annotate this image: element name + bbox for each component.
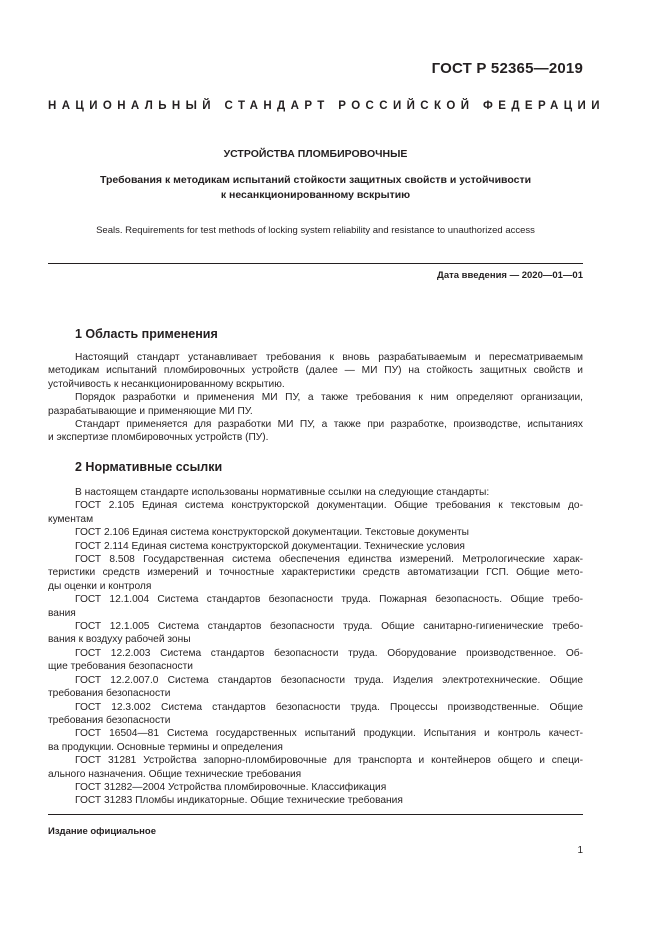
text-line: ального назначения. Общие технические требования [48, 768, 302, 780]
footer-divider [48, 814, 583, 815]
text-line: ГОСТ 2.106 Единая система конструкторской документации. Текстовые документы [75, 527, 469, 539]
text-line: вания к воздуху рабочей зоны [48, 634, 191, 646]
text-line: Стандарт применяется для разработки МИ ПУ, а также при разработке, производстве, испытаниях [75, 419, 583, 431]
text-line: ГОСТ 16504—81 Система государственных испытаний продукции. Испытания и контроль качест- [75, 728, 583, 740]
subtitle-line: к несанкционированному вскрытию [220, 189, 411, 201]
text-line: щие требования безопасности [48, 661, 193, 673]
text-line: устойчивость к несанкционированному вскрытию. [48, 378, 285, 390]
text-line: вания [48, 607, 76, 619]
text-line: методикам испытаний пломбировочных устройств (далее — МИ ПУ) на стойкость защитных свойств и [48, 365, 583, 377]
text-line: и экспертизе пломбировочных устройств (ПУ). [48, 432, 269, 444]
text-line: ГОСТ 12.2.003 Система стандартов безопасности труда. Оборудование производственное. Об- [75, 647, 583, 659]
text-line: В настоящем стандарте использованы нормативные ссылки на следующие стандарты: [75, 487, 490, 498]
text-line: ГОСТ 8.508 Государственная система обеспечения единства измерений. Метрологические харак- [75, 554, 583, 566]
text-line: ГОСТ 31281 Устройства запорно-пломбировочные для транспорта и контейнеров общего и специ- [75, 755, 583, 767]
text-line: Настоящий стандарт устанавливает требования к вновь разрабатываемым и пересматриваемым [75, 352, 583, 363]
text-line: ды оценки и контроля [48, 580, 152, 592]
text-line: ГОСТ 2.105 Единая система конструкторской документации. Общие требования к текстовым до- [75, 500, 583, 512]
section-heading-references: 2 Нормативные ссылки [75, 460, 223, 474]
page-number: 1 [577, 845, 583, 856]
text-line: требования безопасности [48, 688, 171, 700]
text-line: ГОСТ 31282—2004 Устройства пломбировочные. Классификация [75, 781, 387, 793]
gost-code: ГОСТ Р 52365—2019 [431, 60, 583, 77]
text-line: ГОСТ 12.1.005 Система стандартов безопасности труда. Общие санитарно-гигиенические требо- [75, 621, 583, 633]
section-body-scope [48, 351, 583, 445]
text-line: ГОСТ 12.2.007.0 Система стандартов безопасности труда. Изделия электротехнические. Общие [75, 674, 583, 686]
text-line: требования безопасности [48, 714, 171, 726]
text-line: ГОСТ 12.3.002 Система стандартов безопасности труда. Процессы производственные. Общие [75, 701, 583, 713]
text-line: теристики средств измерений и точностные характеристики средств автоматизации ГСП. Общие мето- [48, 567, 583, 579]
document-title: УСТРОЙСТВА ПЛОМБИРОВОЧНЫЕ [223, 148, 408, 160]
intro-date: Дата введения — 2020—01—01 [437, 270, 583, 281]
document-subtitle [48, 173, 583, 203]
text-line: кументам [48, 513, 94, 525]
text-line: разрабатывающие и применяющие МИ ПУ. [48, 405, 253, 417]
text-line: ва продукции. Основные термины и определения [48, 741, 283, 753]
subtitle-line: Требования к методикам испытаний стойкости защитных свойств и устойчивости [99, 174, 532, 186]
national-standard-banner: НАЦИОНАЛЬНЫЙ СТАНДАРТ РОССИЙСКОЙ ФЕДЕРАЦИИ [48, 100, 605, 112]
english-title: Seals. Requirements for test methods of locking system reliability and resistance to unauthorized access [96, 225, 535, 236]
edition-label: Издание официальное [48, 826, 156, 837]
section-body-references [48, 486, 583, 808]
header-divider [48, 263, 583, 264]
text-line: ГОСТ 31283 Пломбы индикаторные. Общие технические требования [75, 795, 403, 807]
text-line: ГОСТ 2.114 Единая система конструкторской документации. Технические условия [75, 540, 465, 552]
text-line: ГОСТ 12.1.004 Система стандартов безопасности труда. Пожарная безопасность. Общие требо- [75, 594, 583, 606]
text-line: Порядок разработки и применения МИ ПУ, а также требования к ним определяют организации, [75, 392, 583, 404]
section-heading-scope: 1 Область применения [75, 327, 218, 341]
